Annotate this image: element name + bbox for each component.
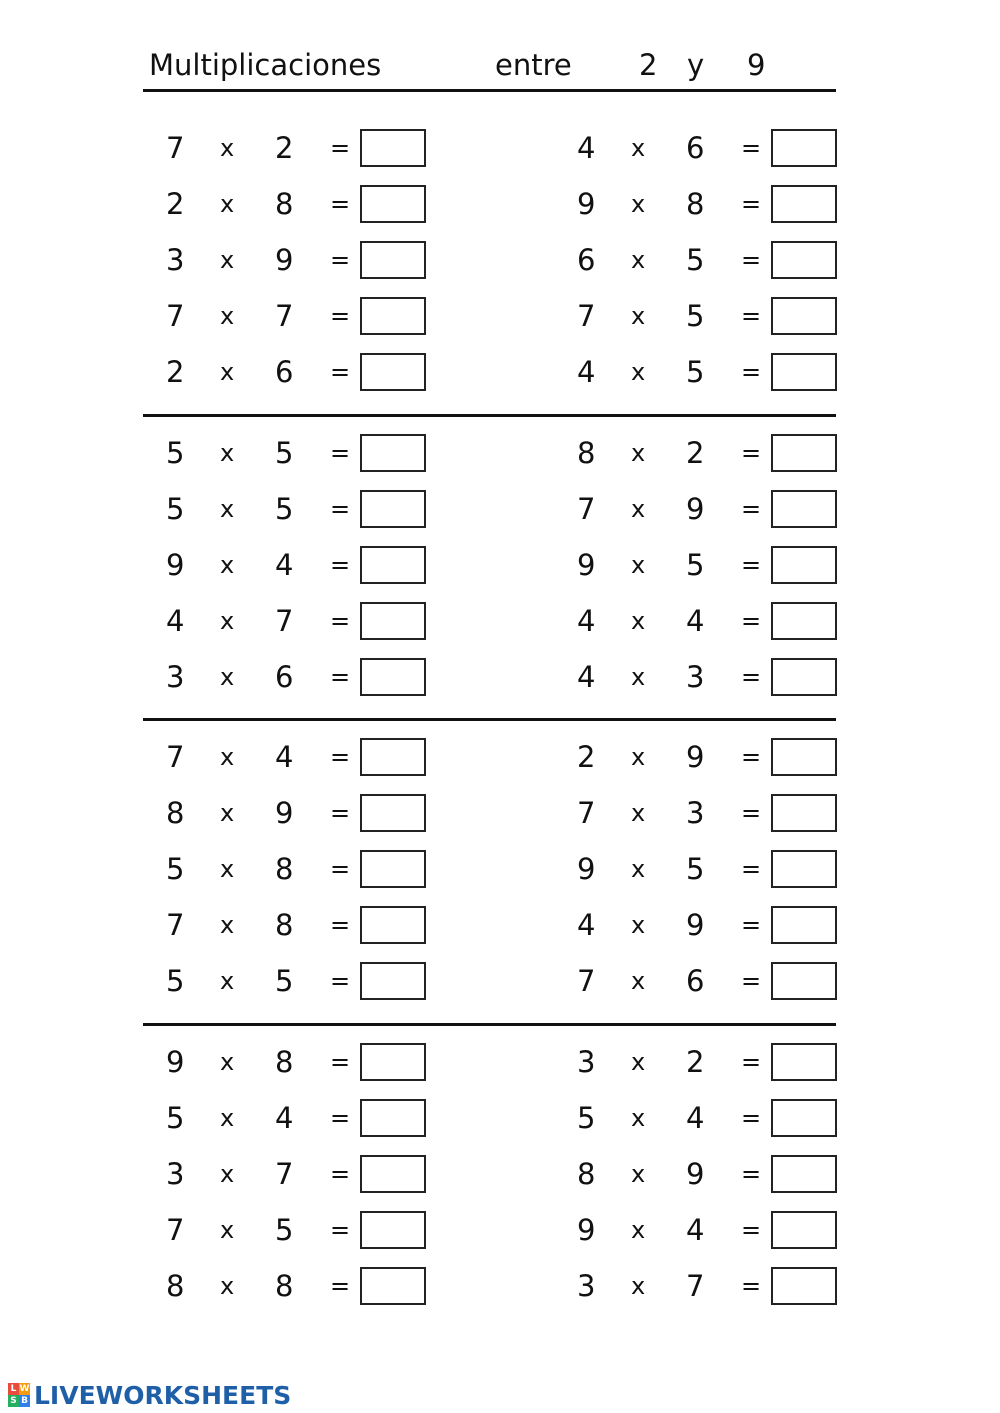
factor-b: 3 <box>686 796 705 830</box>
multiplication-problem <box>144 1212 424 1252</box>
times-sign: x <box>220 302 235 330</box>
multiplication-problem <box>144 1156 424 1196</box>
multiplication-problem <box>144 907 424 947</box>
answer-input[interactable] <box>360 490 426 528</box>
multiplication-problem <box>144 795 424 835</box>
factor-b: 4 <box>686 1213 705 1247</box>
equals-sign: = <box>741 1104 762 1132</box>
times-sign: x <box>631 439 646 467</box>
equals-sign: = <box>330 1216 351 1244</box>
factor-a: 4 <box>166 604 185 638</box>
answer-input[interactable] <box>360 297 426 335</box>
factor-b: 4 <box>275 548 294 582</box>
multiplication-problem <box>144 603 424 643</box>
answer-input[interactable] <box>771 185 837 223</box>
factor-a: 5 <box>166 492 185 526</box>
times-sign: x <box>631 607 646 635</box>
multiplication-problem <box>144 1100 424 1140</box>
multiplication-problem <box>144 851 424 891</box>
times-sign: x <box>220 190 235 218</box>
answer-input[interactable] <box>771 353 837 391</box>
factor-b: 7 <box>275 1157 294 1191</box>
factor-a: 7 <box>577 796 596 830</box>
times-sign: x <box>220 1048 235 1076</box>
answer-input[interactable] <box>360 602 426 640</box>
answer-input[interactable] <box>771 602 837 640</box>
times-sign: x <box>220 1272 235 1300</box>
times-sign: x <box>220 911 235 939</box>
factor-a: 5 <box>577 1101 596 1135</box>
logo-mark-letter: S <box>8 1395 19 1407</box>
answer-input[interactable] <box>360 1155 426 1193</box>
logo-mark-letter: W <box>19 1384 30 1394</box>
factor-a: 7 <box>577 964 596 998</box>
answer-input[interactable] <box>360 129 426 167</box>
equals-sign: = <box>330 855 351 883</box>
factor-a: 4 <box>577 660 596 694</box>
multiplication-problem <box>555 851 835 891</box>
equals-sign: = <box>741 551 762 579</box>
times-sign: x <box>220 799 235 827</box>
equals-sign: = <box>330 911 351 939</box>
answer-input[interactable] <box>360 794 426 832</box>
factor-b: 7 <box>686 1269 705 1303</box>
multiplication-problem <box>555 659 835 699</box>
factor-a: 7 <box>166 1213 185 1247</box>
multiplication-problem <box>144 659 424 699</box>
times-sign: x <box>220 495 235 523</box>
multiplication-problem <box>144 186 424 226</box>
factor-a: 5 <box>166 436 185 470</box>
equals-sign: = <box>330 358 351 386</box>
multiplication-problem <box>144 739 424 779</box>
times-sign: x <box>631 663 646 691</box>
multiplication-problem <box>144 435 424 475</box>
section-divider <box>143 414 836 417</box>
times-sign: x <box>220 439 235 467</box>
equals-sign: = <box>330 1272 351 1300</box>
answer-input[interactable] <box>360 962 426 1000</box>
times-sign: x <box>631 134 646 162</box>
factor-a: 7 <box>166 299 185 333</box>
equals-sign: = <box>330 967 351 995</box>
multiplication-problem <box>555 1268 835 1308</box>
times-sign: x <box>631 743 646 771</box>
equals-sign: = <box>330 1160 351 1188</box>
factor-a: 9 <box>577 187 596 221</box>
equals-sign: = <box>741 246 762 274</box>
equals-sign: = <box>741 1160 762 1188</box>
multiplication-problem <box>144 491 424 531</box>
answer-input[interactable] <box>360 1267 426 1305</box>
equals-sign: = <box>741 439 762 467</box>
liveworksheets-logo-icon <box>8 1383 30 1407</box>
times-sign: x <box>631 799 646 827</box>
times-sign: x <box>220 246 235 274</box>
factor-a: 2 <box>577 740 596 774</box>
answer-input[interactable] <box>771 906 837 944</box>
multiplication-problem <box>555 491 835 531</box>
answer-input[interactable] <box>360 241 426 279</box>
answer-input[interactable] <box>771 1099 837 1137</box>
multiplication-problem <box>555 739 835 779</box>
header-divider <box>143 89 836 92</box>
factor-b: 7 <box>275 604 294 638</box>
factor-b: 6 <box>275 355 294 389</box>
factor-a: 9 <box>577 1213 596 1247</box>
answer-input[interactable] <box>771 490 837 528</box>
equals-sign: = <box>330 302 351 330</box>
factor-a: 3 <box>166 1157 185 1191</box>
multiplication-problem <box>555 242 835 282</box>
answer-input[interactable] <box>360 738 426 776</box>
times-sign: x <box>220 967 235 995</box>
times-sign: x <box>631 855 646 883</box>
factor-b: 5 <box>686 548 705 582</box>
factor-a: 8 <box>577 1157 596 1191</box>
equals-sign: = <box>330 663 351 691</box>
multiplication-problem <box>144 298 424 338</box>
multiplication-problem <box>555 435 835 475</box>
answer-input[interactable] <box>771 1267 837 1305</box>
equals-sign: = <box>741 607 762 635</box>
answer-input[interactable] <box>360 546 426 584</box>
answer-input[interactable] <box>771 241 837 279</box>
equals-sign: = <box>330 607 351 635</box>
factor-a: 2 <box>166 355 185 389</box>
answer-input[interactable] <box>360 434 426 472</box>
factor-a: 8 <box>166 1269 185 1303</box>
factor-b: 5 <box>275 1213 294 1247</box>
answer-input[interactable] <box>771 962 837 1000</box>
multiplication-problem <box>555 298 835 338</box>
multiplication-problem <box>144 963 424 1003</box>
answer-input[interactable] <box>771 794 837 832</box>
factor-b: 6 <box>275 660 294 694</box>
multiplication-problem <box>555 186 835 226</box>
worksheet-title: Multiplicaciones <box>149 48 382 82</box>
equals-sign: = <box>741 302 762 330</box>
section-divider <box>143 1023 836 1026</box>
answer-input[interactable] <box>360 658 426 696</box>
factor-b: 3 <box>686 660 705 694</box>
logo-mark-letter: L <box>8 1383 19 1395</box>
equals-sign: = <box>330 743 351 771</box>
times-sign: x <box>220 358 235 386</box>
factor-a: 5 <box>166 852 185 886</box>
multiplication-problem <box>144 242 424 282</box>
worksheet-header <box>143 40 836 90</box>
equals-sign: = <box>741 663 762 691</box>
equals-sign: = <box>330 1104 351 1132</box>
times-sign: x <box>631 1160 646 1188</box>
factor-b: 9 <box>686 492 705 526</box>
factor-a: 7 <box>577 299 596 333</box>
answer-input[interactable] <box>771 1043 837 1081</box>
factor-b: 6 <box>686 964 705 998</box>
equals-sign: = <box>741 1272 762 1300</box>
factor-b: 4 <box>275 740 294 774</box>
factor-b: 6 <box>686 131 705 165</box>
factor-a: 3 <box>577 1269 596 1303</box>
multiplication-problem <box>555 603 835 643</box>
equals-sign: = <box>330 799 351 827</box>
multiplication-problem <box>144 130 424 170</box>
equals-sign: = <box>741 358 762 386</box>
times-sign: x <box>631 358 646 386</box>
multiplication-problem <box>555 907 835 947</box>
answer-input[interactable] <box>771 546 837 584</box>
factor-b: 4 <box>686 604 705 638</box>
multiplication-problem <box>555 1100 835 1140</box>
factor-a: 4 <box>577 604 596 638</box>
times-sign: x <box>631 246 646 274</box>
answer-input[interactable] <box>360 1043 426 1081</box>
times-sign: x <box>631 495 646 523</box>
answer-input[interactable] <box>360 906 426 944</box>
factor-b: 2 <box>686 1045 705 1079</box>
factor-a: 5 <box>166 964 185 998</box>
factor-a: 7 <box>577 492 596 526</box>
factor-a: 7 <box>166 740 185 774</box>
brand-name: LIVEWORKSHEETS <box>34 1380 292 1410</box>
factor-b: 8 <box>275 187 294 221</box>
equals-sign: = <box>741 134 762 162</box>
times-sign: x <box>220 743 235 771</box>
factor-b: 8 <box>275 908 294 942</box>
factor-a: 9 <box>577 852 596 886</box>
multiplication-problem <box>555 1212 835 1252</box>
multiplication-problem <box>555 1044 835 1084</box>
multiplication-problem <box>555 795 835 835</box>
answer-input[interactable] <box>360 1211 426 1249</box>
equals-sign: = <box>741 1048 762 1076</box>
factor-b: 9 <box>275 243 294 277</box>
answer-input[interactable] <box>771 850 837 888</box>
multiplication-problem <box>144 1044 424 1084</box>
equals-sign: = <box>741 743 762 771</box>
factor-a: 3 <box>166 660 185 694</box>
factor-a: 3 <box>166 243 185 277</box>
factor-b: 4 <box>686 1101 705 1135</box>
header-range-start: 2 <box>639 48 658 82</box>
factor-a: 3 <box>577 1045 596 1079</box>
header-range-end: 9 <box>747 48 766 82</box>
answer-input[interactable] <box>360 353 426 391</box>
factor-b: 5 <box>686 355 705 389</box>
factor-b: 9 <box>686 740 705 774</box>
multiplication-problem <box>555 1156 835 1196</box>
factor-b: 5 <box>686 243 705 277</box>
times-sign: x <box>220 663 235 691</box>
times-sign: x <box>631 1272 646 1300</box>
times-sign: x <box>631 1104 646 1132</box>
answer-input[interactable] <box>360 1099 426 1137</box>
factor-b: 4 <box>275 1101 294 1135</box>
equals-sign: = <box>741 190 762 218</box>
factor-b: 9 <box>275 796 294 830</box>
factor-a: 9 <box>577 548 596 582</box>
times-sign: x <box>220 551 235 579</box>
equals-sign: = <box>330 190 351 218</box>
factor-a: 5 <box>166 1101 185 1135</box>
factor-a: 4 <box>577 131 596 165</box>
factor-b: 8 <box>275 1045 294 1079</box>
multiplication-problem <box>144 354 424 394</box>
equals-sign: = <box>330 246 351 274</box>
times-sign: x <box>220 607 235 635</box>
multiplication-problem <box>144 547 424 587</box>
equals-sign: = <box>741 495 762 523</box>
logo-mark-letter: B <box>19 1395 30 1407</box>
answer-input[interactable] <box>771 1155 837 1193</box>
answer-input[interactable] <box>771 129 837 167</box>
answer-input[interactable] <box>771 658 837 696</box>
header-and-word: y <box>687 48 705 82</box>
factor-b: 8 <box>275 1269 294 1303</box>
multiplication-problem <box>555 354 835 394</box>
factor-a: 9 <box>166 1045 185 1079</box>
times-sign: x <box>631 302 646 330</box>
answer-input[interactable] <box>360 185 426 223</box>
factor-a: 7 <box>166 131 185 165</box>
factor-b: 8 <box>275 852 294 886</box>
equals-sign: = <box>330 439 351 467</box>
answer-input[interactable] <box>360 850 426 888</box>
equals-sign: = <box>330 1048 351 1076</box>
header-between-word: entre <box>495 48 572 82</box>
factor-a: 9 <box>166 548 185 582</box>
factor-b: 5 <box>275 436 294 470</box>
times-sign: x <box>631 551 646 579</box>
factor-b: 9 <box>686 1157 705 1191</box>
factor-a: 8 <box>577 436 596 470</box>
factor-b: 2 <box>275 131 294 165</box>
times-sign: x <box>220 1160 235 1188</box>
factor-b: 2 <box>686 436 705 470</box>
factor-b: 8 <box>686 187 705 221</box>
equals-sign: = <box>741 799 762 827</box>
footer-brand <box>8 1380 291 1410</box>
section-divider <box>143 718 836 721</box>
equals-sign: = <box>330 134 351 162</box>
times-sign: x <box>220 1216 235 1244</box>
factor-a: 4 <box>577 355 596 389</box>
factor-a: 8 <box>166 796 185 830</box>
factor-a: 7 <box>166 908 185 942</box>
times-sign: x <box>220 855 235 883</box>
equals-sign: = <box>741 911 762 939</box>
answer-input[interactable] <box>771 297 837 335</box>
times-sign: x <box>631 967 646 995</box>
multiplication-problem <box>555 963 835 1003</box>
times-sign: x <box>631 1216 646 1244</box>
equals-sign: = <box>330 551 351 579</box>
factor-b: 5 <box>686 299 705 333</box>
factor-b: 5 <box>686 852 705 886</box>
multiplication-problem <box>555 130 835 170</box>
equals-sign: = <box>741 1216 762 1244</box>
multiplication-problem <box>555 547 835 587</box>
factor-a: 4 <box>577 908 596 942</box>
factor-b: 5 <box>275 964 294 998</box>
factor-b: 7 <box>275 299 294 333</box>
times-sign: x <box>631 190 646 218</box>
answer-input[interactable] <box>771 738 837 776</box>
equals-sign: = <box>330 495 351 523</box>
times-sign: x <box>631 911 646 939</box>
answer-input[interactable] <box>771 434 837 472</box>
multiplication-problem <box>144 1268 424 1308</box>
factor-a: 2 <box>166 187 185 221</box>
times-sign: x <box>220 134 235 162</box>
times-sign: x <box>631 1048 646 1076</box>
factor-b: 9 <box>686 908 705 942</box>
answer-input[interactable] <box>771 1211 837 1249</box>
equals-sign: = <box>741 855 762 883</box>
equals-sign: = <box>741 967 762 995</box>
factor-a: 6 <box>577 243 596 277</box>
times-sign: x <box>220 1104 235 1132</box>
factor-b: 5 <box>275 492 294 526</box>
